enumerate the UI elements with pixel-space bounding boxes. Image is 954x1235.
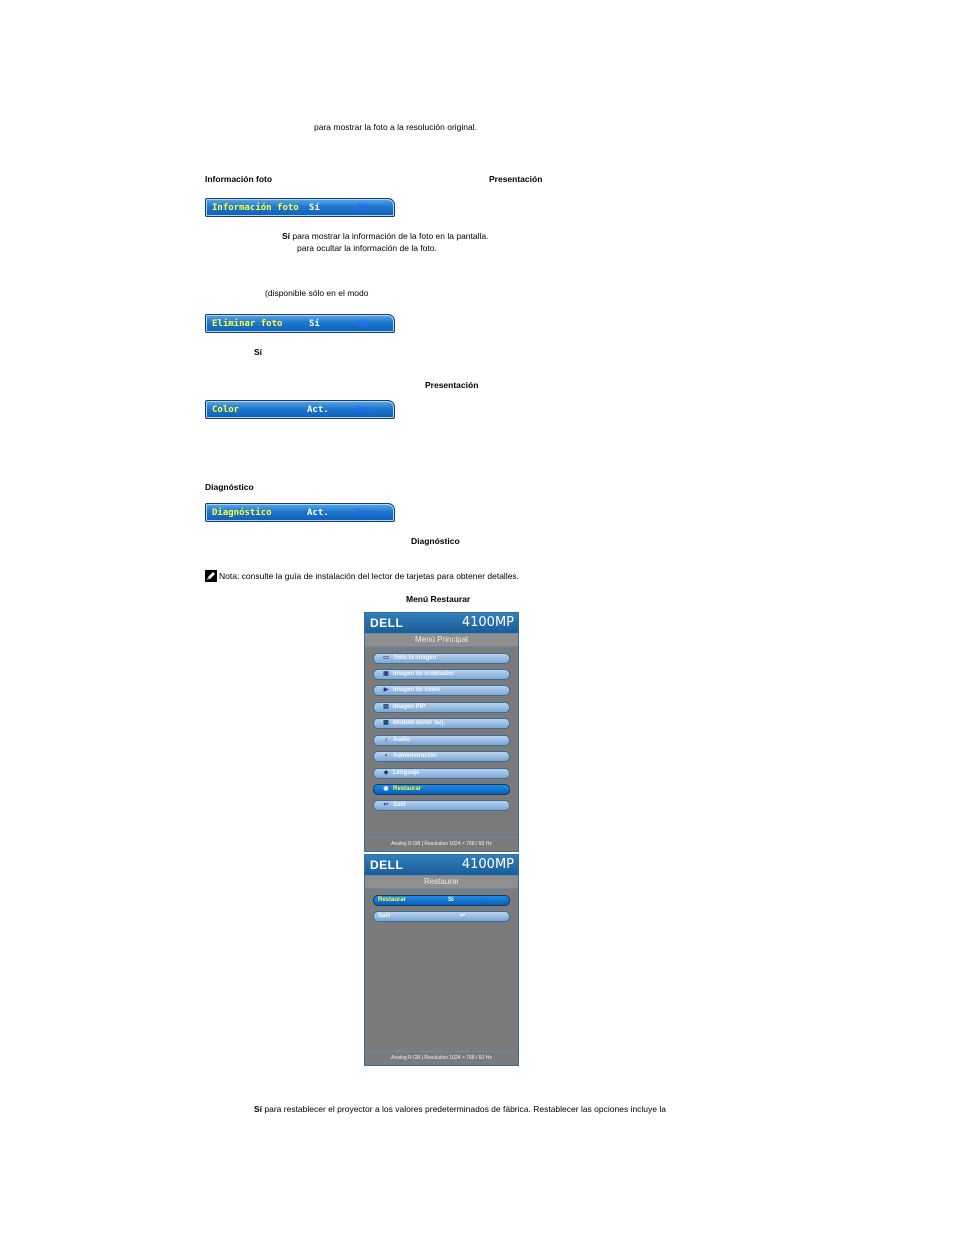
- osd-on-option: Act.: [307, 405, 329, 415]
- osd-label: Color: [212, 405, 240, 415]
- menu-title: Restaurar: [365, 875, 518, 889]
- photo-original-resolution-text: para mostrar la foto a la resolución original.: [314, 122, 477, 132]
- diagnostic-osd-bar: [205, 503, 395, 522]
- projector-header: [365, 613, 518, 633]
- menu-item-administracion[interactable]: [373, 751, 510, 762]
- show-photo-info-text: [282, 231, 488, 242]
- menu-item-label: Salir: [393, 802, 407, 808]
- osd-no-option: No: [358, 203, 369, 213]
- presentation-label-1: Presentación: [489, 174, 543, 184]
- main-menu-screenshot: [364, 612, 519, 852]
- menu-item-lector-tarj[interactable]: [373, 718, 510, 729]
- menu-item-label: Toda la imagen: [393, 655, 437, 661]
- model-name: 4100MP: [461, 857, 514, 872]
- reset-icon: ◉: [383, 786, 389, 792]
- model-name: 4100MP: [461, 615, 514, 630]
- si-label: Sí: [254, 1104, 263, 1114]
- video-icon: ▶: [383, 687, 389, 693]
- photo-info-heading: Información foto: [205, 174, 273, 184]
- reset-option-restaurar[interactable]: [373, 895, 510, 906]
- reset-yes-option[interactable]: Sí: [448, 897, 454, 903]
- menu-item-imagen-pip[interactable]: [373, 702, 510, 713]
- osd-label: Diagnóstico: [212, 508, 272, 518]
- menu-item-salir[interactable]: [373, 800, 510, 811]
- diagnostic-label-2: Diagnóstico: [411, 536, 460, 546]
- menu-item-imagen-video[interactable]: [373, 685, 510, 696]
- computer-icon: ▣: [383, 671, 389, 677]
- card-reader-note: Nota: consulte la guía de instalación del lector de tarjetas para obtener detalles.: [219, 571, 520, 581]
- menu-item-label: Audio: [393, 737, 410, 743]
- menu-item-audio[interactable]: [373, 735, 510, 746]
- menu-item-restaurar[interactable]: [373, 784, 510, 795]
- speaker-icon: ♪: [384, 737, 388, 743]
- reset-menu-heading: Menú Restaurar: [406, 594, 471, 604]
- exit-icon: ↩: [460, 913, 466, 919]
- exit-icon: ↩: [383, 802, 389, 808]
- menu-item-label: Salir: [378, 913, 392, 919]
- dell-logo: DELL: [370, 616, 404, 630]
- photo-info-osd-bar: [205, 198, 395, 217]
- diagnostic-heading: Diagnóstico: [205, 482, 254, 492]
- reset-explanation-rest: para restablecer el proyector a los valores predeterminados de fábrica. Restablecer las opciones incluye la: [262, 1104, 666, 1114]
- available-only-text: (disponible sólo en el modo: [265, 288, 369, 298]
- color-osd-bar: [205, 400, 395, 419]
- menu-item-lenguaje[interactable]: [373, 768, 510, 779]
- menu-item-label: Imagen de vídeo: [393, 687, 441, 693]
- screen-icon: ▭: [383, 655, 389, 661]
- show-photo-info-rest: para mostrar la información de la foto en la pantalla.: [290, 231, 489, 241]
- osd-no-option: No: [358, 319, 369, 329]
- reset-option-salir[interactable]: [373, 911, 510, 922]
- projector-header: [365, 855, 518, 875]
- menu-item-toda-la-imagen[interactable]: [373, 653, 510, 664]
- si-label: Sí: [282, 231, 291, 241]
- admin-icon: ▪: [384, 753, 388, 759]
- osd-yes-option: Sí: [309, 203, 320, 213]
- menu-item-label: Restaurar: [378, 897, 407, 903]
- status-footer: Analog R GB | Resolution 1024 × 768 / 60 Hz: [365, 837, 518, 851]
- si-label-2: Sí: [254, 347, 263, 357]
- reset-menu-screenshot: [364, 854, 519, 1066]
- menu-item-label: Lenguaje: [393, 770, 420, 776]
- osd-label: Eliminar foto: [212, 319, 283, 329]
- presentation-label-2: Presentación: [425, 380, 479, 390]
- osd-on-option: Act.: [307, 508, 329, 518]
- reset-explanation-text: [254, 1104, 666, 1115]
- menu-title: Menú Principal: [365, 633, 518, 647]
- menu-item-label: Imagen PIP: [393, 704, 426, 710]
- osd-off-option: Des.: [356, 508, 378, 518]
- dell-logo: DELL: [370, 858, 404, 872]
- reset-no-option[interactable]: No: [478, 897, 486, 903]
- hide-photo-info-text: para ocultar la información de la foto.: [297, 243, 437, 253]
- card-reader-icon: ▦: [383, 720, 389, 726]
- menu-item-label: Imagen de ordenador: [393, 671, 455, 677]
- language-icon: ◆: [383, 770, 389, 776]
- note-pencil-icon: [205, 570, 217, 582]
- menu-item-label: Administración: [393, 753, 437, 759]
- menu-item-label: Restaurar: [393, 786, 422, 792]
- osd-yes-option: Sí: [309, 319, 320, 329]
- osd-off-option: Des.: [356, 405, 378, 415]
- delete-photo-osd-bar: [205, 314, 395, 333]
- menu-item-imagen-ordenador[interactable]: [373, 669, 510, 680]
- pip-icon: ▤: [383, 704, 389, 710]
- menu-item-label: Módulo lector tarj.: [393, 720, 446, 726]
- status-footer: Analog R GB | Resolution 1024 × 768 / 60 Hz: [365, 1051, 518, 1065]
- osd-label: Información foto: [212, 203, 299, 213]
